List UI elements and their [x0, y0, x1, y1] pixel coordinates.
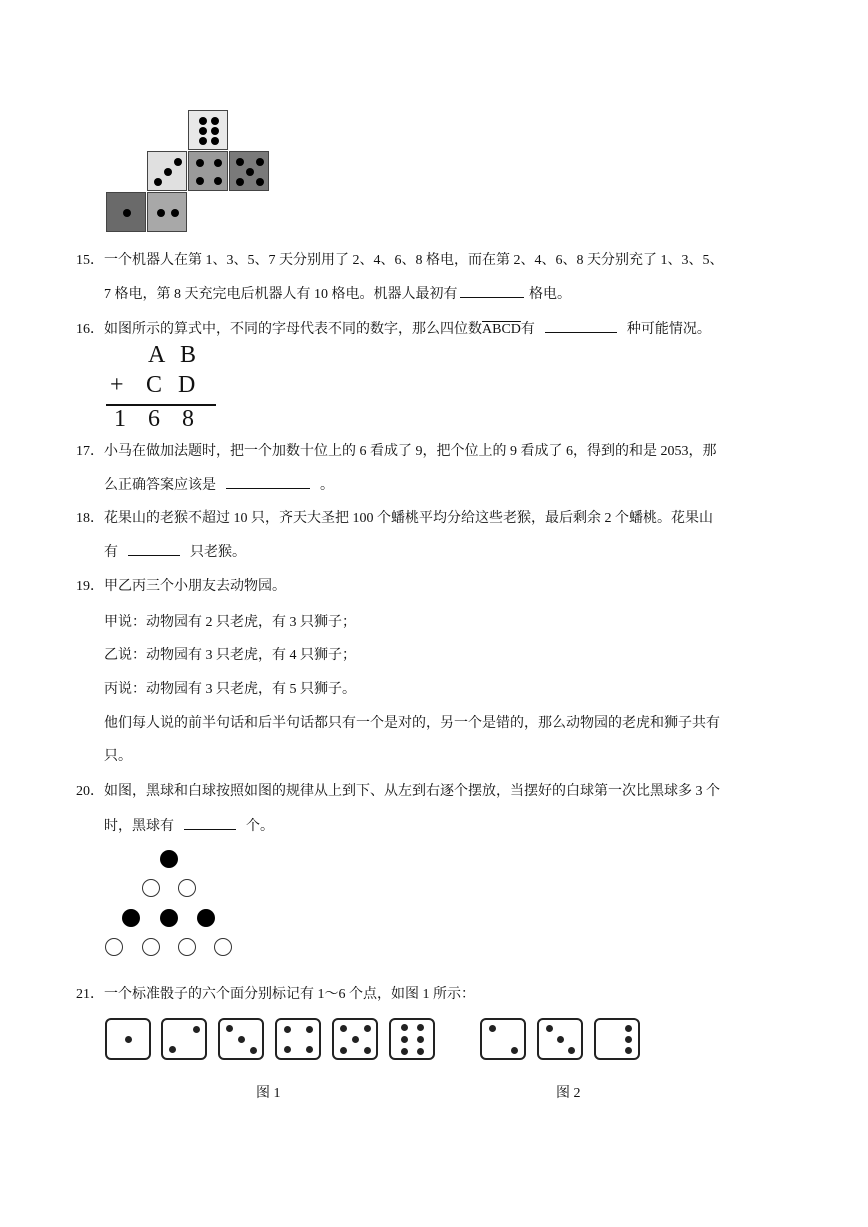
q19-line2: 甲说：动物园有 2 只老虎，有 3 只狮子； [104, 615, 356, 630]
dice-net-face-three [147, 151, 187, 191]
eq-letter-d: D [178, 372, 196, 398]
dice-net-face-six [188, 110, 228, 150]
die-face-four [275, 1018, 321, 1060]
q15-line2 [104, 283, 571, 305]
q16-line1 [76, 318, 711, 340]
dice-net-face-four [188, 151, 228, 191]
q19-line6: 只。 [104, 749, 132, 764]
q20-answer-blank[interactable] [184, 815, 236, 830]
q20-line2-text: 时，黑球有 [104, 819, 174, 834]
q17-line2-suffix: 。 [320, 478, 334, 493]
die-face-six [389, 1018, 435, 1060]
black-ball [197, 909, 215, 927]
figure-2-caption: 图 2 [556, 1086, 581, 1101]
q18-line2-suffix: 只老猴。 [190, 545, 246, 560]
q20-line2 [104, 815, 274, 837]
q19-line3: 乙说：动物园有 3 只老虎，有 4 只狮子； [104, 648, 356, 663]
q17-answer-blank[interactable] [226, 474, 310, 489]
q19-line5: 他们每人说的前半句话和后半句话都只有一个是对的，另一个是错的，那么动物园的老虎和狮子共有 [104, 716, 720, 731]
dice-net-face-two [147, 192, 187, 232]
die-face-three [218, 1018, 264, 1060]
q18-answer-blank[interactable] [128, 541, 180, 556]
eq-result-digit-1: 1 [114, 406, 126, 432]
die-view-b [537, 1018, 583, 1060]
q17-line1: 17．小马在做加法题时，把一个加数十位上的 6 看成了 9，把个位上的 9 看成了 6，得到的和是 2053，那 [76, 444, 717, 459]
eq-letter-b: B [180, 342, 197, 368]
ball-triangle-figure [0, 840, 868, 980]
q16-answer-blank[interactable] [545, 318, 617, 333]
eq-letter-c: C [146, 372, 163, 398]
die-face-one [105, 1018, 151, 1060]
dice-figure-1 [0, 1018, 460, 1108]
white-ball [105, 938, 123, 956]
q20-line1: 20．如图，黑球和白球按照如图的规律从上到下、从左到右逐个摆放，当摆好的白球第一次比黑球多 3 个 [76, 784, 720, 799]
q18-line2-text: 有 [104, 545, 118, 560]
figure-1-caption: 图 1 [256, 1086, 281, 1101]
black-ball [122, 909, 140, 927]
white-ball [178, 938, 196, 956]
q16-abcd: ABCD [482, 322, 521, 337]
eq-plus-sign: + [110, 372, 124, 398]
q18-line1: 18．花果山的老猴不超过 10 只，齐天大圣把 100 个蟠桃平均分给这些老猴，最后剩余 2 个蟠桃。花果山 [76, 511, 713, 526]
black-ball [160, 850, 178, 868]
dice-net-face-one [106, 192, 146, 232]
white-ball [142, 938, 160, 956]
dice-figure-2 [460, 1018, 660, 1108]
q17-line2-text: 么正确答案应该是 [104, 478, 216, 493]
q15-line2-suffix: 格电。 [525, 287, 571, 302]
die-view-c [594, 1018, 640, 1060]
eq-result-digit-2: 6 [148, 406, 160, 432]
q16-mid: 有 [520, 322, 535, 337]
q17-line2 [104, 474, 334, 496]
white-ball [178, 879, 196, 897]
q16-equation [104, 340, 224, 435]
q16-suffix: 种可能情况。 [626, 322, 711, 337]
q19-line4: 丙说：动物园有 3 只老虎，有 5 只狮子。 [104, 682, 356, 697]
black-ball [160, 909, 178, 927]
die-view-a [480, 1018, 526, 1060]
eq-letter-a: A [148, 342, 166, 368]
q21-line1: 21．一个标准骰子的六个面分别标记有 1～6 个点，如图 1 所示： [76, 987, 475, 1002]
die-face-two [161, 1018, 207, 1060]
q15-line1: 15．一个机器人在第 1、3、5、7 天分别用了 2、4、6、8 格电，而在第 2、4、6、8 天分别充了 1、3、5、 [76, 253, 724, 268]
dice-net-face-five [229, 151, 269, 191]
q20-line2-suffix: 个。 [246, 819, 274, 834]
white-ball [142, 879, 160, 897]
q15-line2-text: 7 格电，第 8 天充完电后机器人有 10 格电。机器人最初有 [104, 287, 458, 302]
die-face-five [332, 1018, 378, 1060]
q15-answer-blank[interactable] [460, 283, 524, 298]
q16-prefix: 16．如图所示的算式中，不同的字母代表不同的数字，那么四位数 [76, 322, 482, 337]
white-ball [214, 938, 232, 956]
q18-line2 [104, 541, 246, 563]
eq-result-digit-3: 8 [182, 406, 194, 432]
q19-line1: 19．甲乙丙三个小朋友去动物园。 [76, 579, 286, 594]
dice-net-figure [0, 0, 868, 240]
